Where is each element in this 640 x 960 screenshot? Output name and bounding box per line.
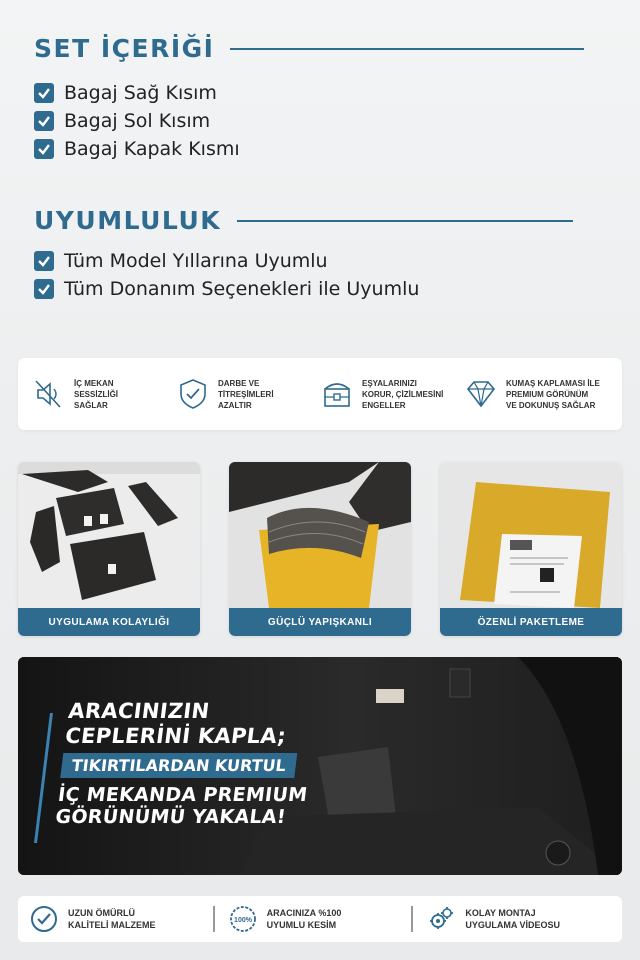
list-item-label: Tüm Donanım Seçenekleri ile Uyumlu	[64, 278, 420, 300]
heading-divider	[230, 48, 584, 50]
checkbox-icon	[34, 139, 54, 159]
footer-text: UZUN ÖMÜRLÜ KALİTELİ MALZEME	[68, 908, 156, 930]
set-list	[34, 79, 240, 163]
photo-cards	[18, 462, 622, 636]
feature-item	[32, 377, 176, 411]
footer-item	[427, 905, 610, 933]
footer-item	[229, 905, 412, 933]
feature-text: EŞYALARINIZI KORUR, ÇİZİLMESİNİ ENGELLER	[362, 378, 444, 410]
check-circle-icon	[30, 905, 58, 933]
photo-label: GÜÇLÜ YAPIŞKANLI	[229, 608, 411, 636]
set-heading: SET İÇERİĞİ	[34, 34, 215, 63]
speaker-mute-icon	[32, 377, 66, 411]
feature-text: DARBE VE TİTREŞİMLERİ AZALTIR	[218, 378, 274, 410]
feature-item	[464, 377, 608, 411]
list-item-label: Bagaj Sol Kısım	[64, 110, 211, 132]
banner-highlight: TIKIRTILARDAN KURTUL	[60, 753, 297, 778]
photo-card	[18, 462, 200, 636]
list-item	[34, 107, 240, 135]
feature-item	[176, 377, 320, 411]
list-item	[34, 79, 240, 107]
compat-heading: UYUMLULUK	[34, 206, 222, 235]
footer-item	[30, 905, 213, 933]
checkbox-icon	[34, 83, 54, 103]
checkbox-icon	[34, 279, 54, 299]
diamond-icon	[464, 377, 498, 411]
footer-divider	[213, 906, 215, 932]
checkbox-icon	[34, 251, 54, 271]
banner-line: ARACINIZIN	[66, 699, 211, 723]
footer-strip	[18, 896, 622, 942]
gears-icon	[427, 905, 455, 933]
chest-icon	[320, 377, 354, 411]
footer-text: KOLAY MONTAJ UYGULAMA VİDEOSU	[465, 908, 561, 930]
svg-text:100%: 100%	[233, 917, 252, 924]
package-image	[440, 462, 622, 608]
features-strip	[18, 358, 622, 430]
heading-divider	[237, 220, 573, 222]
photo-label: UYGULAMA KOLAYLIĞI	[18, 608, 200, 636]
list-item	[34, 247, 419, 275]
badge-100-icon	[229, 905, 257, 933]
list-item-label: Tüm Model Yıllarına Uyumlu	[64, 250, 328, 272]
adhesive-image	[229, 462, 411, 608]
feature-text: İÇ MEKAN SESSİZLİĞİ SAĞLAR	[74, 378, 119, 410]
footer-text: ARACINIZA %100 UYUMLU KESİM	[266, 908, 342, 930]
checkbox-icon	[34, 111, 54, 131]
felt-pieces-image	[18, 462, 200, 608]
footer-divider	[411, 906, 413, 932]
trunk-banner	[18, 657, 622, 875]
list-item	[34, 135, 240, 163]
banner-line: CEPLERİNİ KAPLA;	[63, 724, 288, 748]
list-item	[34, 275, 419, 303]
photo-card	[440, 462, 622, 636]
feature-text: KUMAŞ KAPLAMASI İLE PREMIUM GÖRÜNÜM VE DOKUNUŞ SAĞLAR	[506, 378, 600, 410]
list-item-label: Bagaj Kapak Kısmı	[64, 138, 240, 160]
banner-text	[54, 699, 319, 828]
list-item-label: Bagaj Sağ Kısım	[64, 82, 217, 104]
compat-list	[34, 247, 419, 303]
banner-line: İÇ MEKANDA PREMIUM	[56, 784, 309, 806]
compat-heading-row	[34, 206, 573, 235]
photo-card	[229, 462, 411, 636]
feature-item	[320, 377, 464, 411]
banner-line: GÖRÜNÜMÜ YAKALA!	[54, 806, 288, 828]
set-heading-row	[34, 34, 584, 63]
photo-label: ÖZENLİ PAKETLEME	[440, 608, 622, 636]
shield-check-icon	[176, 377, 210, 411]
